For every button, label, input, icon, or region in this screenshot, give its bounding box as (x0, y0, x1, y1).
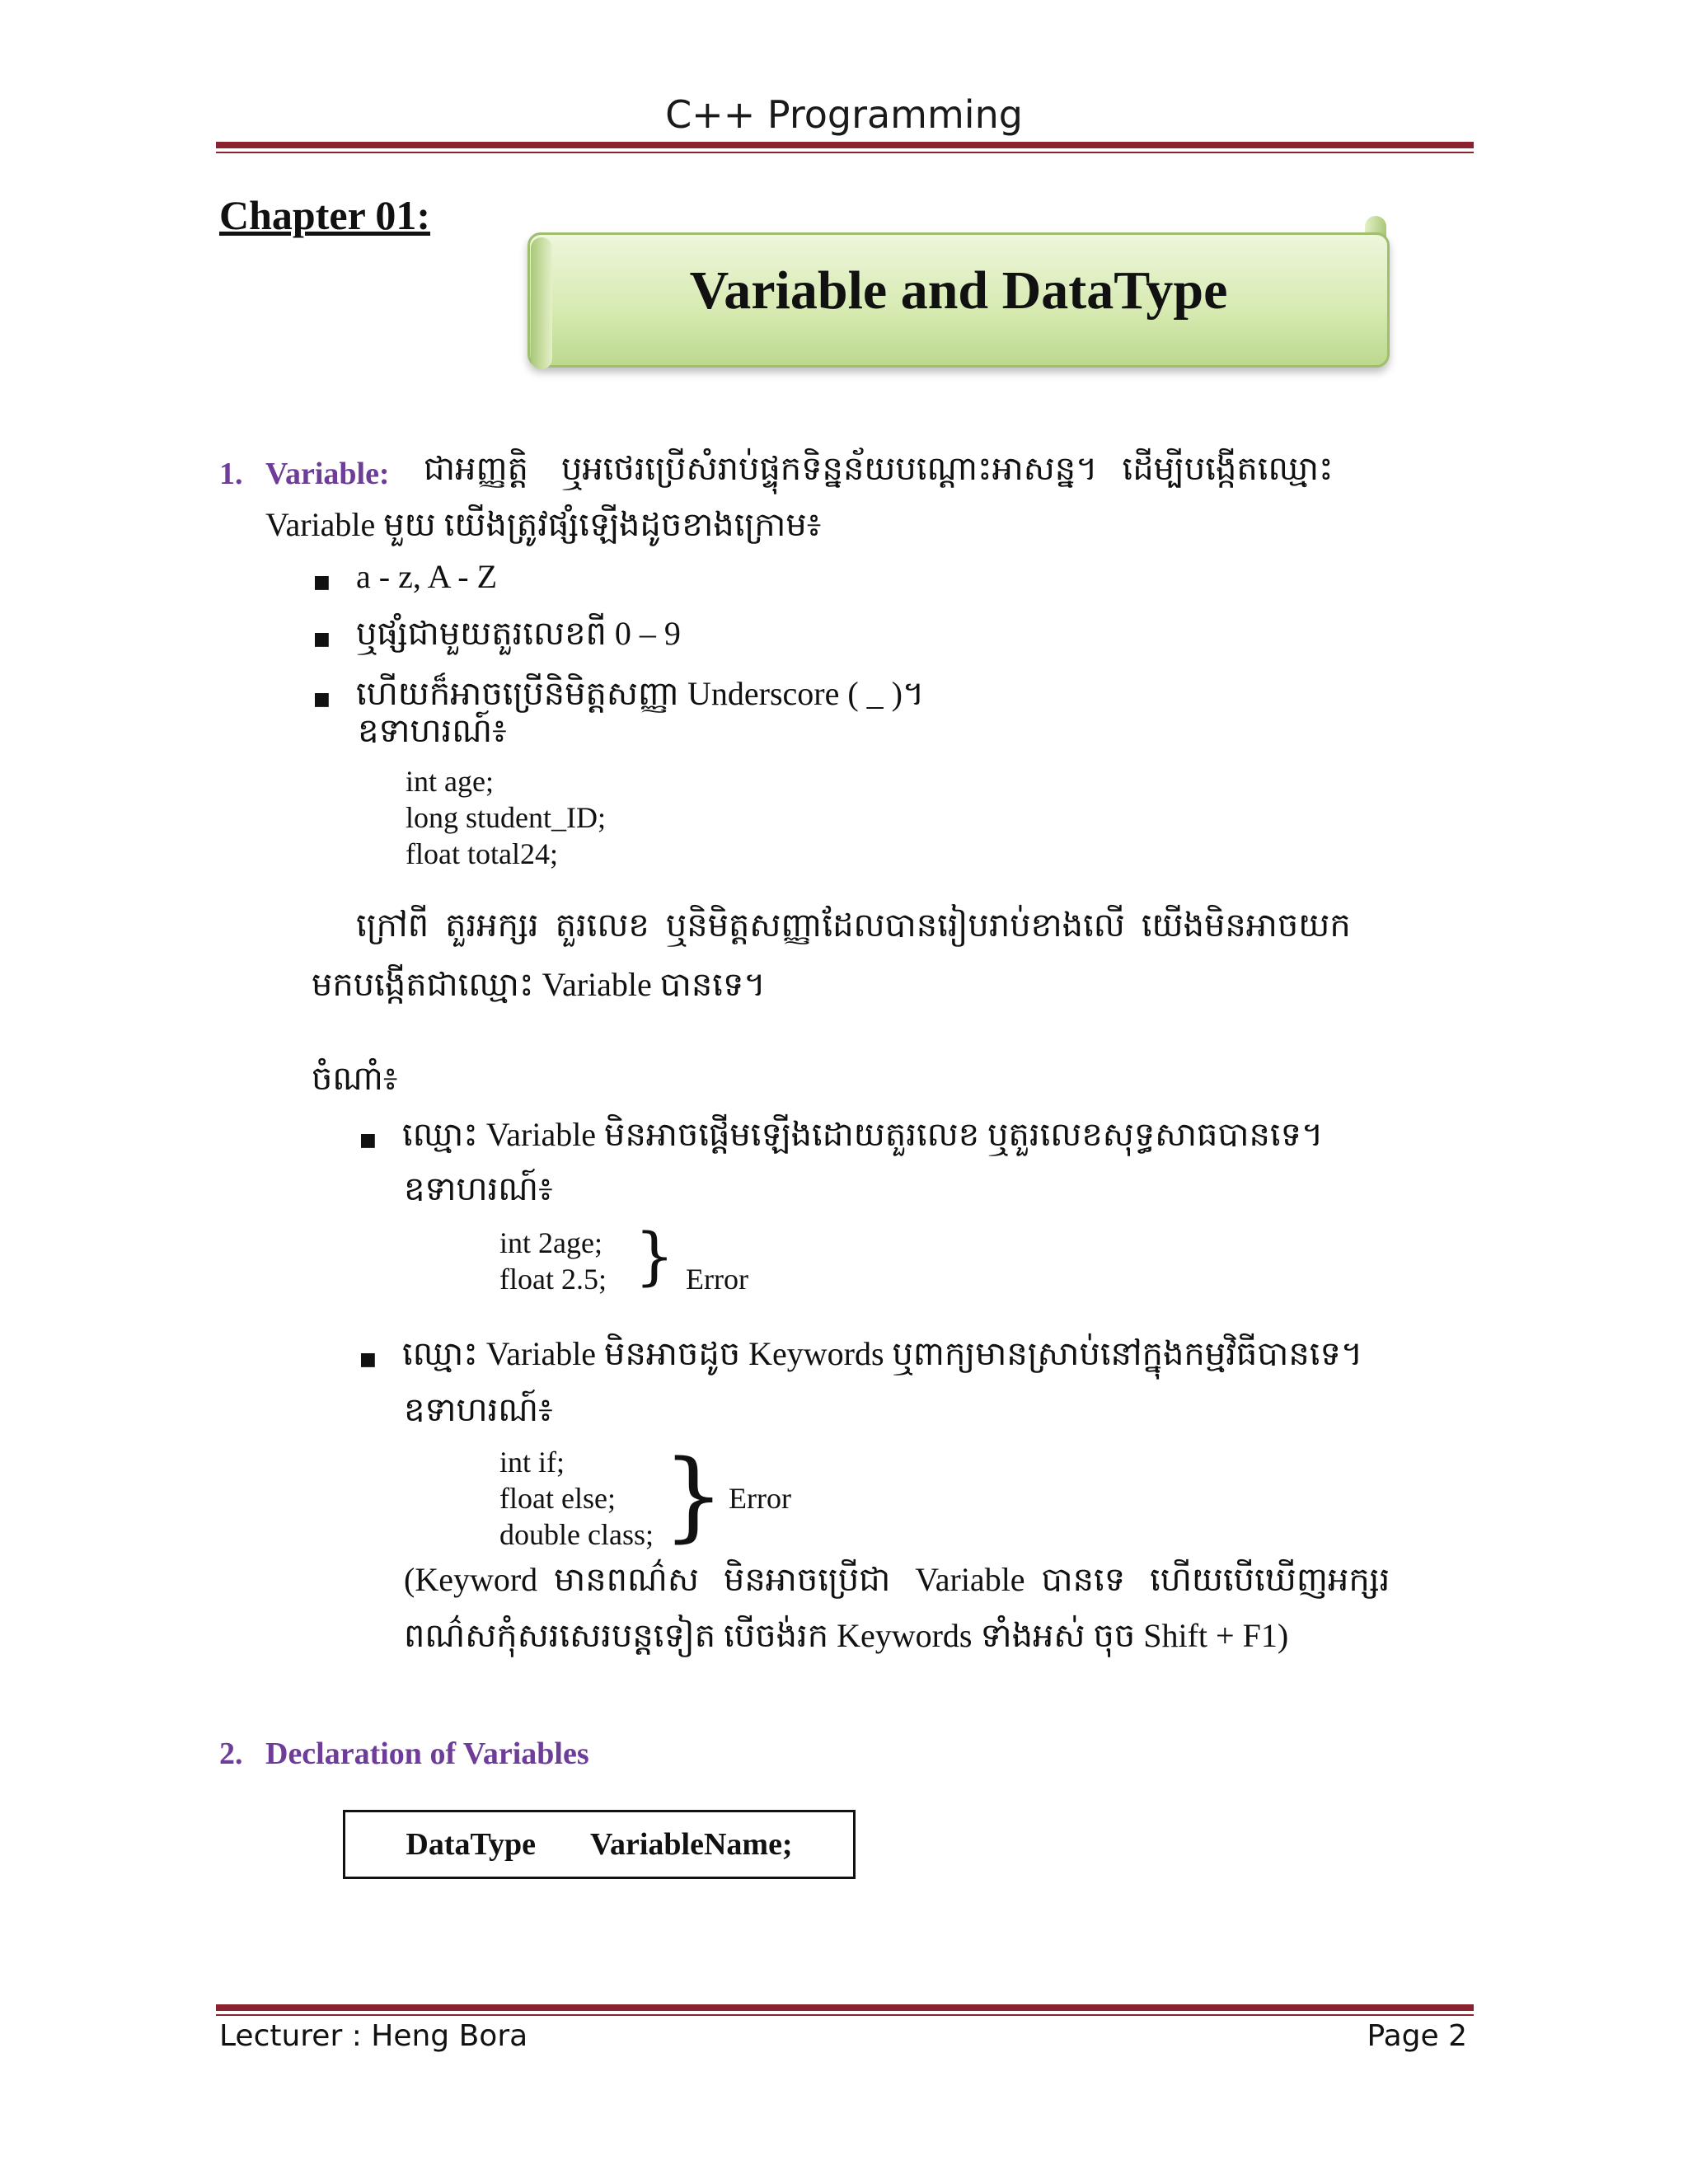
section1-number: 1. (219, 457, 243, 491)
keyword-note-line1: (Keyword មានពណ៌ស មិនអាចប្រើជា Variable បានទេ ហើយបើឃើញអក្សរ (404, 1561, 1390, 1598)
paragraph-line2: មកបង្កើតជាឈ្មោះ Variable បានទេ។ (312, 966, 766, 1003)
naming-rules-list (313, 552, 924, 728)
list-item: ■ ឬផ្សំជាមួយតួរលេខពី 0 – 9 (313, 607, 924, 666)
note1-code-block (499, 1225, 607, 1297)
chapter-label: Chapter 01: (219, 192, 431, 238)
bullet-icon: ■ (313, 689, 331, 710)
banner-scroll-curl-left (531, 237, 552, 369)
right-brace-icon: } (663, 1438, 725, 1552)
keyword-note-line2: ពណ៌សកុំសរសេរបន្តទៀត បើចង់រក Keywords ទាំងអស់ ចុច Shift + F1) (404, 1617, 1289, 1654)
section2-number: 2. (219, 1736, 243, 1771)
note-item-1: ■ ឈ្មោះ Variable មិនអាចផ្ដើមឡើងដោយតួរលេខ ឬតួរលេខសុទ្ធសាធបានទេ។ (359, 1109, 1323, 1160)
code-line: long student_ID; (406, 801, 606, 834)
code-line: float 2.5; (499, 1263, 607, 1296)
note-label: ចំណាំ៖ (312, 1060, 398, 1097)
footer-lecturer: Lecturer : Heng Bora (219, 2019, 528, 2053)
declaration-syntax-box (343, 1810, 856, 1879)
header-rule (216, 142, 1474, 153)
note1-error-label: Error (686, 1263, 748, 1296)
footer-page-number: Page 2 (1367, 2019, 1467, 2053)
paragraph-line1: ក្រៅពី តួរអក្សរ តួរលេខ ឬនិមិត្តសញ្ញាដែលបានរៀបរាប់ខាងលើ យើងមិនអាចយក (356, 907, 1351, 944)
section1-intro-line1: ជាអញ្ញត្តិ ឬអថេរប្រើសំរាប់ផ្ទុកទិន្នន័យបណ្ដោះអាសន្ន។ ដើម្បីបង្កើតឈ្មោះ (424, 450, 1334, 487)
section1-intro-line2: Variable មួយ យើងត្រូវផ្សំឡើងដូចខាងក្រោម៖ (265, 506, 822, 543)
list-item: ■ a - z, A - Z (313, 552, 924, 607)
syntax-datatype: DataType (406, 1827, 537, 1862)
code-line: float else; (499, 1482, 616, 1515)
bullet-icon: ■ (359, 1130, 377, 1151)
code-line: double class; (499, 1518, 654, 1551)
list-item: ■ ហើយក៏អាចប្រើនិមិត្តសញ្ញា Underscore ( _ )។ (313, 666, 924, 728)
section1-heading: Variable: (265, 457, 390, 491)
right-brace-icon: } (635, 1219, 675, 1292)
syntax-variable-name: VariableName; (590, 1827, 793, 1862)
banner-title: Variable and DataType (689, 260, 1228, 321)
note2-example-label: ឧទាហរណ៍៖ (404, 1391, 553, 1428)
bullet-icon: ■ (313, 629, 331, 649)
example-code-block (406, 763, 606, 872)
example-label: ឧទាហរណ៍៖ (358, 712, 507, 749)
code-line: int 2age; (499, 1226, 603, 1259)
code-line: int if; (499, 1446, 565, 1479)
bullet-icon: ■ (313, 572, 331, 593)
code-line: int age; (406, 765, 494, 798)
note2-code-block (499, 1444, 654, 1553)
chapter-banner (528, 232, 1390, 368)
footer-rule (216, 2004, 1474, 2016)
bullet-icon: ■ (359, 1349, 377, 1370)
section2-heading: Declaration of Variables (265, 1736, 589, 1771)
code-line: float total24; (406, 837, 558, 870)
page-header-title: C++ Programming (665, 92, 1023, 137)
note1-example-label: ឧទាហរណ៍៖ (404, 1170, 553, 1207)
note-item-2: ■ ឈ្មោះ Variable មិនអាចដូច Keywords ឬពាក្យមានស្រាប់នៅក្នុងកម្មវិធីបានទេ។ (359, 1329, 1362, 1380)
note2-error-label: Error (729, 1482, 791, 1515)
